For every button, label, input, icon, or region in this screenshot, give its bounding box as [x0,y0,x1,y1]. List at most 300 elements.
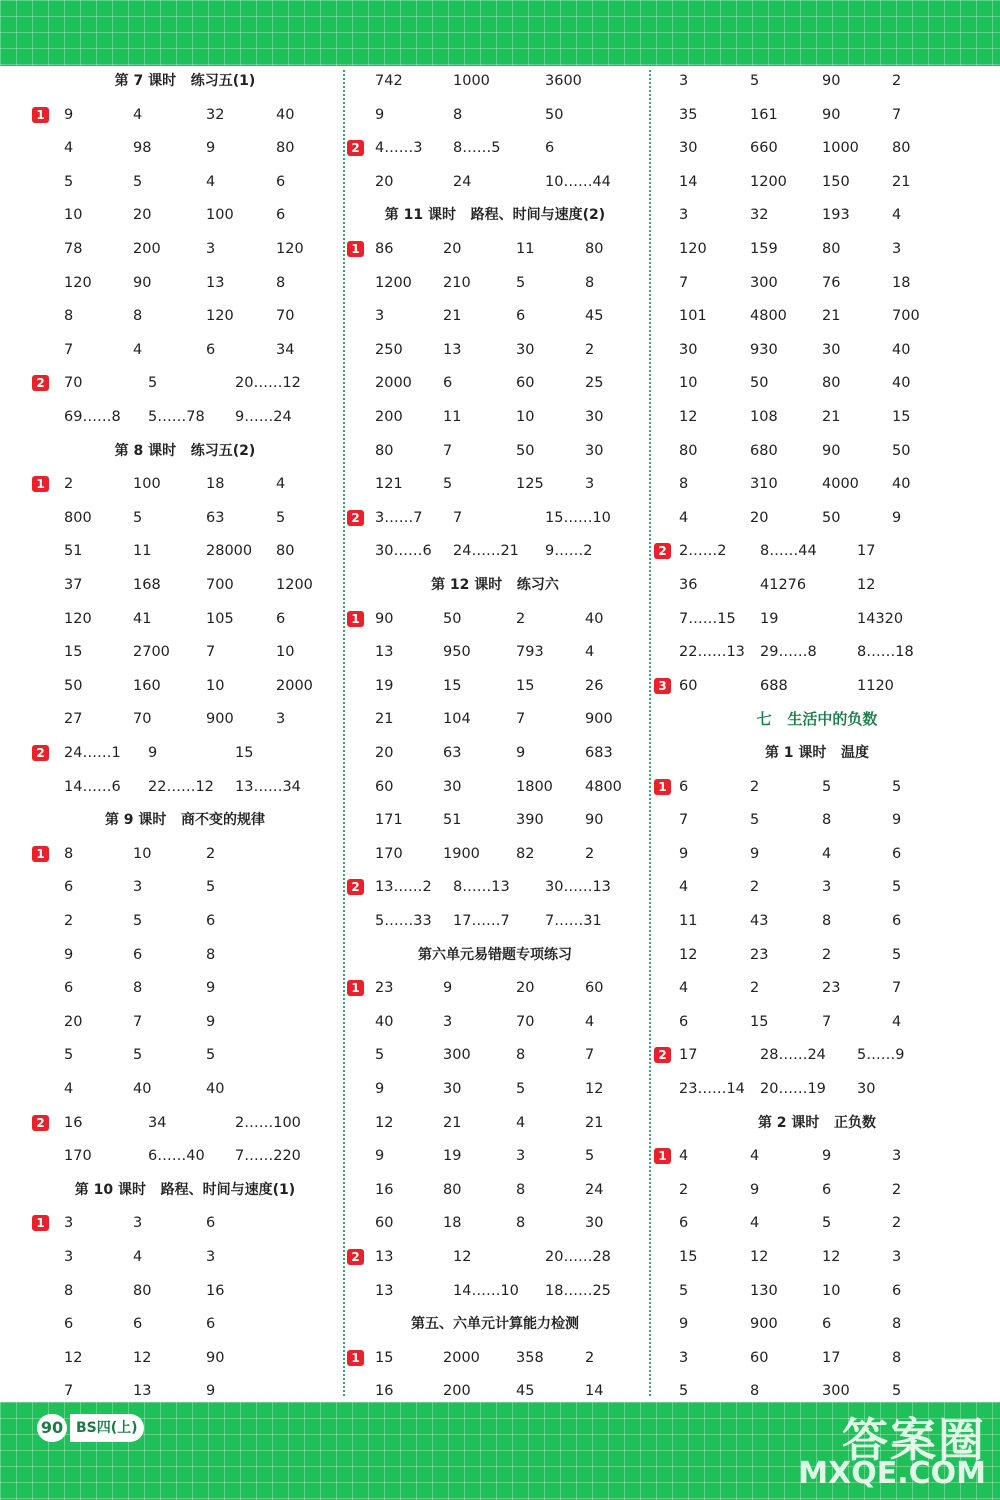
answer-row [345,1276,645,1306]
answer-value: 130 [750,1283,778,1299]
answer-row [30,1343,340,1373]
answer-value: 1000 [453,73,490,89]
answer-value: 19 [443,1148,462,1164]
answer-value: 24……1 [64,745,121,761]
answer-value: 5 [679,1383,689,1399]
answer-value: 6 [206,913,216,929]
answer-value: 7 [892,980,902,996]
answer-row [652,839,982,869]
answer-value: 20……12 [235,375,301,391]
answer-value: 13 [375,1283,394,1299]
answer-value: 16 [375,1182,394,1198]
section-heading: 第 12 课时 练习六 [431,577,559,593]
answer-value: 310 [750,476,778,492]
answer-value: 8……44 [760,543,817,559]
answer-value: 8 [822,913,832,929]
answer-row [652,1175,982,1205]
answer-value: 2 [679,1182,689,1198]
answer-value: 900 [206,711,234,727]
answer-value: 10 [133,846,152,862]
answer-value: 104 [443,711,471,727]
answer-value: 32 [206,107,225,123]
answer-value: 10 [206,678,225,694]
answer-row [345,1141,645,1171]
answer-row [30,100,340,130]
answer-value: 6 [679,1215,689,1231]
answer-row [652,200,982,230]
answer-value: 6 [64,980,74,996]
answer-value: 2 [206,846,216,862]
answer-value: 5 [516,1081,526,1097]
answer-value: 7 [585,1047,595,1063]
answer-value: 9 [679,1316,689,1332]
answer-value: 12 [750,1249,769,1265]
answer-value: 9 [206,980,216,996]
answer-value: 3 [892,1249,902,1265]
answer-value: 8 [276,275,286,291]
answer-value: 900 [585,711,613,727]
column-divider [649,70,651,1396]
answer-value: 3 [276,711,286,727]
answer-value: 2……2 [679,543,727,559]
answer-row [652,66,982,96]
answer-value: 6 [892,913,902,929]
answer-row [30,671,340,701]
answer-row [30,973,340,1003]
answer-value: 13 [206,275,225,291]
answer-value: 8 [516,1047,526,1063]
answer-row [652,268,982,298]
answer-value: 14……10 [453,1283,519,1299]
answer-value: 9 [64,107,74,123]
answer-value: 4 [892,1014,902,1030]
answer-value: 15 [375,1350,394,1366]
answer-value: 6 [133,947,143,963]
answer-value: 5 [822,779,832,795]
answer-value: 86 [375,241,394,257]
answer-row [30,1309,340,1339]
answer-value: 70 [516,1014,535,1030]
answer-value: 15 [443,678,462,694]
answer-value: 4 [679,510,689,526]
answer-row [30,536,340,566]
answer-value: 90 [822,443,841,459]
answer-row [30,839,340,869]
answer-value: 76 [822,275,841,291]
answer-value: 8 [206,947,216,963]
answer-row [652,1242,982,1272]
unit-title: 七 生活中的负数 [756,710,878,728]
answer-value: 90 [822,107,841,123]
answer-value: 150 [822,174,850,190]
answer-row [345,368,645,398]
answer-value: 36 [679,577,698,593]
answer-column-3 [652,64,982,1402]
answer-value: 80 [276,543,295,559]
answer-value: 120 [64,611,92,627]
answer-value: 15 [64,644,83,660]
answer-value: 60 [375,1215,394,1231]
answer-value: 793 [516,644,544,660]
answer-value: 9 [206,1014,216,1030]
answer-value: 18 [206,476,225,492]
answer-value: 60 [375,779,394,795]
answer-value: 193 [822,207,850,223]
answer-row [652,100,982,130]
answer-value: 300 [750,275,778,291]
answer-value: 8 [892,1350,902,1366]
answer-value: 3 [64,1249,74,1265]
answer-row [30,368,340,398]
answer-value: 8……18 [857,644,914,660]
answer-row [652,872,982,902]
answer-value: 5……9 [857,1047,905,1063]
answer-value: 13 [443,342,462,358]
answer-value: 50 [750,375,769,391]
answer-value: 9 [375,1148,385,1164]
answer-row [345,906,645,936]
answer-value: 300 [443,1047,471,1063]
answer-value: 20 [375,174,394,190]
answer-value: 20 [375,745,394,761]
answer-row [345,503,645,533]
answer-value: 19 [375,678,394,694]
answer-row [30,570,340,600]
question-number-badge: 1 [32,1215,49,1231]
answer-value: 2 [892,1215,902,1231]
answer-row [345,671,645,701]
answer-row [30,301,340,331]
answer-value: 9……2 [545,543,593,559]
answer-row [30,1208,340,1238]
answer-value: 50 [545,107,564,123]
answer-value: 5 [750,73,760,89]
answer-value: 4800 [750,308,787,324]
answer-value: 24 [585,1182,604,1198]
answer-value: 7 [206,644,216,660]
answer-value: 2 [750,779,760,795]
answer-value: 40 [892,476,911,492]
answer-row [345,805,645,835]
answer-value: 100 [206,207,234,223]
answer-value: 200 [443,1383,471,1399]
answer-row [345,66,645,96]
answer-value: 14 [679,174,698,190]
answer-value: 17……7 [453,913,510,929]
answer-value: 30 [679,342,698,358]
answer-row [652,1343,982,1373]
answer-value: 30……13 [545,879,611,895]
answer-value: 21 [443,308,462,324]
section-heading: 第五、六单元计算能力检测 [411,1316,579,1332]
answer-row [652,1074,982,1104]
answer-value: 7 [892,107,902,123]
answer-row [652,1208,982,1238]
answer-value: 12 [679,947,698,963]
answer-value: 8……5 [453,140,501,156]
answer-value: 20……28 [545,1249,611,1265]
answer-value: 168 [133,577,161,593]
answer-value: 60 [516,375,535,391]
answer-value: 6 [892,1283,902,1299]
answer-value: 5 [585,1148,595,1164]
answer-row [652,133,982,163]
answer-value: 16 [375,1383,394,1399]
answer-value: 2 [585,1350,595,1366]
answer-value: 18 [443,1215,462,1231]
answer-value: 34 [148,1115,167,1131]
answer-row [345,604,645,634]
answer-value: 161 [750,107,778,123]
answer-row [652,469,982,499]
question-number-badge: 2 [347,879,364,895]
answer-value: 80 [892,140,911,156]
answer-row [345,1108,645,1138]
answer-value: 160 [133,678,161,694]
answer-value: 171 [375,812,403,828]
answer-value: 27 [64,711,83,727]
answer-value: 17 [679,1047,698,1063]
answer-value: 5 [133,913,143,929]
answer-value: 2 [585,846,595,862]
question-number-badge: 1 [654,779,671,795]
question-number-badge: 2 [32,745,49,761]
answer-value: 7 [64,342,74,358]
answer-value: 14320 [857,611,904,627]
answer-value: 15 [516,678,535,694]
answer-row [652,973,982,1003]
answer-value: 6 [64,879,74,895]
answer-value: 22……12 [148,779,214,795]
question-number-badge: 2 [32,1115,49,1131]
answer-value: 4 [206,174,216,190]
answer-value: 4 [64,1081,74,1097]
answer-row [652,1040,982,1070]
answer-value: 90 [375,611,394,627]
answer-value: 6 [206,342,216,358]
answer-value: 1000 [822,140,859,156]
answer-value: 45 [516,1383,535,1399]
answer-value: 90 [585,812,604,828]
answer-value: 6 [545,140,555,156]
answer-value: 3 [133,1215,143,1231]
answer-value: 3 [133,879,143,895]
answer-value: 8……13 [453,879,510,895]
answer-value: 4 [64,140,74,156]
answer-row [652,906,982,936]
answer-value: 20 [750,510,769,526]
answer-value: 25 [585,375,604,391]
answer-row [30,1040,340,1070]
question-number-badge: 2 [654,543,671,559]
answer-row [345,1007,645,1037]
answer-value: 930 [750,342,778,358]
answer-row [30,234,340,264]
answer-value: 3 [375,308,385,324]
answer-value: 5 [64,174,74,190]
answer-value: 5……33 [375,913,432,929]
answer-value: 125 [516,476,544,492]
answer-value: 17 [822,1350,841,1366]
answer-value: 11 [516,241,535,257]
answer-value: 30 [516,342,535,358]
answer-value: 13 [375,1249,394,1265]
answer-value: 3 [679,1350,689,1366]
answer-value: 13 [375,644,394,660]
answer-value: 63 [206,510,225,526]
watermark-logo: 答案圈 [842,1413,986,1467]
answer-value: 30 [857,1081,876,1097]
answer-value: 3 [679,73,689,89]
question-number-badge: 1 [32,476,49,492]
answer-row [652,1007,982,1037]
answer-value: 30 [679,140,698,156]
answer-value: 8 [750,1383,760,1399]
answer-value: 5 [892,1383,902,1399]
answer-value: 40 [892,375,911,391]
answer-value: 63 [443,745,462,761]
answer-value: 32 [750,207,769,223]
answer-value: 80 [822,241,841,257]
answer-value: 5……78 [148,409,205,425]
answer-value: 8 [64,1283,74,1299]
answer-value: 4 [133,342,143,358]
answer-row [652,772,982,802]
answer-value: 5 [64,1047,74,1063]
answer-value: 6 [133,1316,143,1332]
answer-value: 3 [892,241,902,257]
answer-row [345,133,645,163]
answer-value: 2700 [133,644,170,660]
answer-value: 9 [516,745,526,761]
answer-value: 170 [375,846,403,862]
answer-value: 10……44 [545,174,611,190]
answer-row [30,940,340,970]
answer-value: 80 [443,1182,462,1198]
answer-value: 3 [679,207,689,223]
answer-value: 80 [375,443,394,459]
answer-row [30,1074,340,1104]
answer-value: 8 [64,308,74,324]
answer-value: 30 [822,342,841,358]
answer-value: 4 [750,1215,760,1231]
answer-row [345,839,645,869]
answer-value: 6……40 [148,1148,205,1164]
answer-row [652,1309,982,1339]
answer-value: 20 [64,1014,83,1030]
answer-value: 5 [679,1283,689,1299]
answer-value: 50 [822,510,841,526]
answer-value: 20 [133,207,152,223]
answer-value: 6 [276,207,286,223]
question-number-badge: 2 [347,510,364,526]
answer-value: 12 [375,1115,394,1131]
question-number-badge: 2 [654,1047,671,1063]
answer-row [30,906,340,936]
answer-value: 10 [679,375,698,391]
answer-value: 2 [64,913,74,929]
answer-value: 250 [375,342,403,358]
answer-value: 3 [206,241,216,257]
answer-row [30,872,340,902]
answer-row [652,805,982,835]
answer-value: 2 [892,1182,902,1198]
answer-value: 390 [516,812,544,828]
question-number-badge: 1 [347,980,364,996]
answer-value: 8 [516,1182,526,1198]
answer-row [345,704,645,734]
answer-row [30,704,340,734]
answer-value: 200 [133,241,161,257]
answer-row [345,872,645,902]
answer-row [345,1040,645,1070]
answer-value: 4 [679,879,689,895]
section-heading: 第 10 课时 路程、时间与速度(1) [74,1182,296,1198]
answer-row [30,1141,340,1171]
answer-value: 3 [585,476,595,492]
answer-row [30,167,340,197]
answer-row [345,1343,645,1373]
answer-value: 80 [276,140,295,156]
answer-value: 28……24 [760,1047,826,1063]
answer-value: 12 [133,1350,152,1366]
question-number-badge: 2 [347,140,364,156]
answer-value: 7……15 [679,611,736,627]
answer-value: 7 [679,812,689,828]
answer-row [345,1074,645,1104]
answer-value: 6 [516,308,526,324]
answer-value: 80 [822,375,841,391]
answer-row [345,402,645,432]
answer-value: 2 [892,73,902,89]
answer-value: 20 [516,980,535,996]
answer-value: 5 [206,1047,216,1063]
answer-row [652,671,982,701]
answer-value: 8 [585,275,595,291]
answer-row [345,637,645,667]
answer-row [652,368,982,398]
answer-value: 9 [443,980,453,996]
answer-row [345,436,645,466]
answer-row [652,167,982,197]
answer-row [30,200,340,230]
answer-value: 9 [892,812,902,828]
section-heading: 第 9 课时 商不变的规律 [104,812,266,828]
answer-value: 15 [750,1014,769,1030]
answer-value: 4 [822,846,832,862]
answer-value: 660 [750,140,778,156]
answer-value: 13……34 [235,779,301,795]
answer-value: 69……8 [64,409,121,425]
answer-value: 7 [516,711,526,727]
answer-value: 4 [892,207,902,223]
answer-value: 5 [516,275,526,291]
answer-value: 12 [857,577,876,593]
answer-value: 5 [133,510,143,526]
answer-value: 90 [206,1350,225,1366]
answer-value: 11 [133,543,152,559]
answer-value: 1200 [276,577,313,593]
answer-value: 2000 [443,1350,480,1366]
answer-value: 120 [679,241,707,257]
answer-value: 358 [516,1350,544,1366]
answer-value: 1200 [375,275,412,291]
answer-value: 8 [133,980,143,996]
answer-value: 90 [822,73,841,89]
answer-value: 30 [443,779,462,795]
answer-row [652,1141,982,1171]
answer-value: 121 [375,476,403,492]
